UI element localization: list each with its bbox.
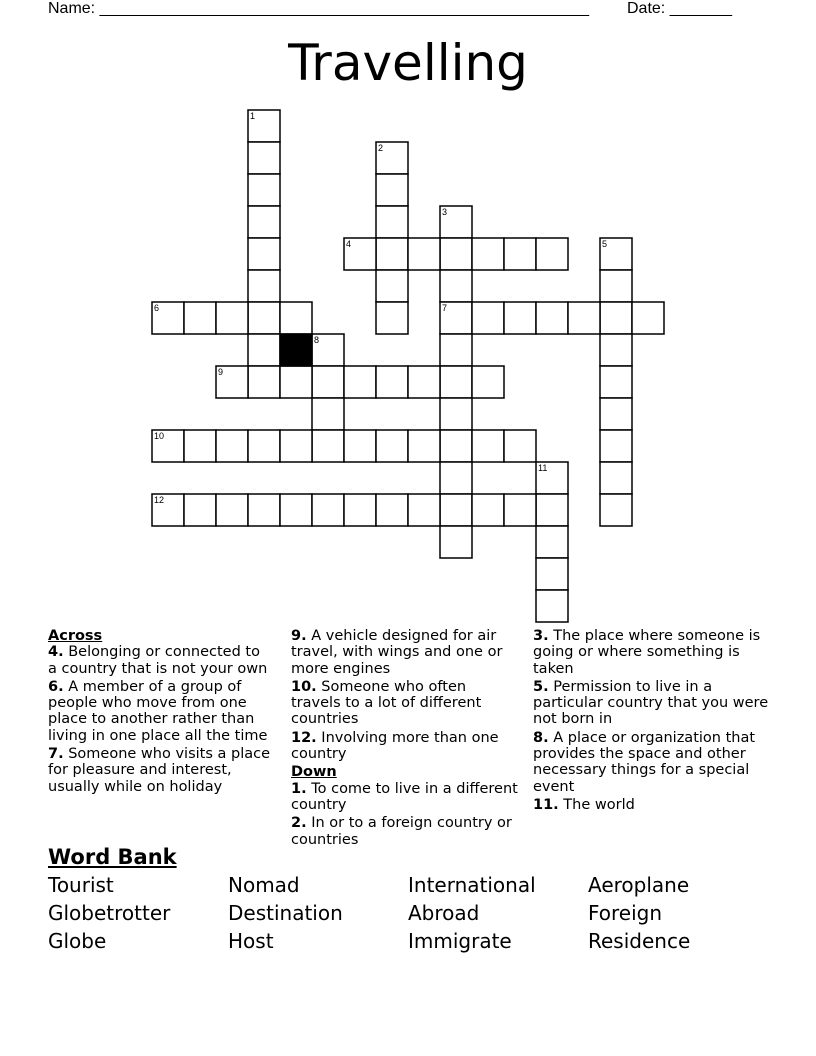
clues-column-3 bbox=[533, 628, 771, 815]
word-bank-item: Tourist bbox=[48, 873, 114, 897]
cell-number: 12 bbox=[154, 495, 165, 505]
grid-cell[interactable] bbox=[440, 334, 472, 366]
clue-down-5 bbox=[533, 679, 771, 728]
grid-cell[interactable] bbox=[248, 174, 280, 206]
grid-cell[interactable] bbox=[376, 174, 408, 206]
page-title: Travelling bbox=[288, 34, 528, 92]
grid-cell[interactable] bbox=[504, 430, 536, 462]
grid-cell[interactable] bbox=[536, 526, 568, 558]
clue-text: In or to a foreign country or countries bbox=[291, 815, 512, 848]
word-bank-item: Destination bbox=[228, 901, 343, 925]
cell-number: 3 bbox=[442, 207, 448, 217]
grid-cell[interactable] bbox=[248, 366, 280, 398]
grid-cell[interactable] bbox=[472, 302, 504, 334]
word-bank-item: Residence bbox=[588, 929, 691, 953]
word-bank-item: International bbox=[408, 873, 536, 897]
grid-cell[interactable] bbox=[472, 494, 504, 526]
grid-cell[interactable] bbox=[440, 270, 472, 302]
cell-number: 4 bbox=[346, 239, 352, 249]
grid-cell[interactable] bbox=[216, 302, 248, 334]
clue-across-6 bbox=[48, 679, 273, 744]
word-bank bbox=[48, 873, 768, 953]
clue-down-3 bbox=[533, 628, 771, 677]
clue-number: 9. bbox=[291, 628, 307, 644]
grid-cell[interactable] bbox=[536, 302, 568, 334]
cell-number: 1 bbox=[250, 111, 256, 121]
grid-cell[interactable] bbox=[536, 494, 568, 526]
grid-cell[interactable] bbox=[248, 334, 280, 366]
clue-text: Permission to live in a particular country that you were not born in bbox=[533, 678, 769, 728]
grid-cell[interactable] bbox=[568, 302, 600, 334]
grid-cell[interactable] bbox=[376, 430, 408, 462]
word-bank-item: Host bbox=[228, 929, 274, 953]
grid-cell[interactable] bbox=[600, 366, 632, 398]
grid-cell[interactable] bbox=[504, 238, 536, 270]
grid-cell[interactable] bbox=[312, 398, 344, 430]
clue-down-11 bbox=[533, 797, 771, 813]
grid-cell[interactable] bbox=[472, 238, 504, 270]
cell-number: 10 bbox=[154, 431, 165, 441]
grid-cell[interactable] bbox=[280, 430, 312, 462]
clue-number: 12. bbox=[291, 729, 317, 746]
clue-number: 8. bbox=[533, 729, 549, 746]
clue-number: 3. bbox=[533, 628, 549, 644]
clue-number: 2. bbox=[291, 815, 307, 832]
grid-cell[interactable] bbox=[248, 206, 280, 238]
grid-cell[interactable] bbox=[248, 142, 280, 174]
clue-text: The world bbox=[563, 796, 635, 813]
grid-cell[interactable] bbox=[184, 494, 216, 526]
grid-cell[interactable] bbox=[248, 270, 280, 302]
clue-text: A vehicle designed for air travel, with wings and one or more engines bbox=[291, 628, 503, 677]
clue-across-9 bbox=[291, 628, 519, 677]
clue-text: Involving more than one country bbox=[291, 729, 499, 763]
grid-cell[interactable] bbox=[376, 206, 408, 238]
grid-cell[interactable] bbox=[504, 494, 536, 526]
grid-cell[interactable] bbox=[632, 302, 664, 334]
grid-cell[interactable] bbox=[184, 302, 216, 334]
grid-cell[interactable] bbox=[600, 334, 632, 366]
grid-cell[interactable] bbox=[440, 238, 472, 270]
grid-cell[interactable] bbox=[344, 494, 376, 526]
grid-cell[interactable] bbox=[376, 270, 408, 302]
grid-cell[interactable] bbox=[600, 430, 632, 462]
clues-column-1 bbox=[48, 628, 273, 797]
cell-number: 11 bbox=[538, 463, 548, 473]
word-bank-item: Immigrate bbox=[408, 929, 512, 953]
across-heading: Across bbox=[48, 628, 103, 644]
grid-cell[interactable] bbox=[376, 366, 408, 398]
grid-cell[interactable] bbox=[376, 494, 408, 526]
clue-number: 5. bbox=[533, 678, 549, 695]
clue-text: Someone who visits a place for pleasure and interest, usually while on holiday bbox=[48, 746, 271, 795]
grid-cell[interactable] bbox=[312, 430, 344, 462]
cell-number: 8 bbox=[314, 335, 320, 345]
grid-cell[interactable] bbox=[408, 238, 440, 270]
word-bank-item: Globetrotter bbox=[48, 901, 171, 925]
grid-cell[interactable] bbox=[376, 302, 408, 334]
word-bank-item: Globe bbox=[48, 929, 107, 953]
cell-number: 2 bbox=[378, 143, 384, 153]
cell-number: 9 bbox=[218, 367, 224, 377]
clue-text: The place where someone is going or where something is taken bbox=[533, 628, 761, 677]
clue-number: 10. bbox=[291, 678, 317, 695]
grid-cell[interactable] bbox=[344, 430, 376, 462]
clue-down-1 bbox=[291, 781, 519, 814]
grid-cell[interactable] bbox=[216, 494, 248, 526]
clue-number: 1. bbox=[291, 780, 307, 797]
grid-cell[interactable] bbox=[408, 494, 440, 526]
grid-cell[interactable] bbox=[440, 494, 472, 526]
clue-text: A place or organization that provides the space and other necessary things for a special event bbox=[533, 729, 756, 795]
clue-number: 4. bbox=[48, 644, 64, 661]
clue-number: 7. bbox=[48, 746, 64, 763]
clue-across-12 bbox=[291, 730, 519, 763]
grid-cell[interactable] bbox=[440, 366, 472, 398]
grid-cell[interactable] bbox=[344, 366, 376, 398]
grid-cell[interactable] bbox=[600, 270, 632, 302]
black-cell bbox=[280, 334, 312, 366]
clue-text: Belonging or connected to a country that is not your own bbox=[48, 644, 268, 677]
grid-cell[interactable] bbox=[184, 430, 216, 462]
clue-across-7 bbox=[48, 746, 273, 795]
clue-down-2 bbox=[291, 815, 519, 848]
clue-text: A member of a group of people who move from one place to another rather than living in one place all the time bbox=[48, 678, 268, 744]
grid-cell[interactable] bbox=[536, 590, 568, 622]
cell-number: 6 bbox=[154, 303, 160, 313]
clue-text: To come to live in a different country bbox=[291, 780, 518, 813]
grid-cell[interactable] bbox=[312, 494, 344, 526]
grid-cell[interactable] bbox=[600, 494, 632, 526]
grid-cell[interactable] bbox=[472, 430, 504, 462]
grid-cell[interactable] bbox=[248, 302, 280, 334]
grid-cell[interactable] bbox=[536, 558, 568, 590]
name-field-label[interactable]: Name: _______________________________________________________ bbox=[48, 0, 589, 17]
grid-cell[interactable] bbox=[600, 398, 632, 430]
date-field-label[interactable]: Date: _______ bbox=[627, 0, 732, 17]
word-bank-item: Nomad bbox=[228, 873, 300, 897]
clue-text: Someone who often travels to a lot of different countries bbox=[291, 678, 482, 728]
grid-cell[interactable] bbox=[536, 238, 568, 270]
word-bank-item: Aeroplane bbox=[588, 873, 690, 897]
grid-cell[interactable] bbox=[280, 494, 312, 526]
grid-cell[interactable] bbox=[504, 302, 536, 334]
clue-number: 11. bbox=[533, 796, 559, 813]
grid-cell[interactable] bbox=[472, 366, 504, 398]
clue-across-4 bbox=[48, 644, 273, 677]
grid-cell[interactable] bbox=[248, 430, 280, 462]
cell-number: 7 bbox=[442, 303, 448, 313]
down-heading: Down bbox=[291, 764, 337, 781]
grid-cell[interactable] bbox=[408, 366, 440, 398]
grid-cell[interactable] bbox=[440, 462, 472, 494]
clue-number: 6. bbox=[48, 678, 64, 695]
clue-across-10 bbox=[291, 679, 519, 728]
grid-cell[interactable] bbox=[408, 430, 440, 462]
word-bank-item: Abroad bbox=[408, 901, 480, 925]
grid-cell[interactable] bbox=[600, 302, 632, 334]
clue-down-8 bbox=[533, 730, 771, 795]
grid-cell[interactable] bbox=[600, 462, 632, 494]
grid-cell[interactable] bbox=[440, 430, 472, 462]
grid-cell[interactable] bbox=[216, 430, 248, 462]
word-bank-item: Foreign bbox=[588, 901, 663, 925]
grid-cell[interactable] bbox=[440, 526, 472, 558]
word-bank-title: Word Bank bbox=[48, 845, 177, 869]
grid-cell[interactable] bbox=[280, 366, 312, 398]
grid-cell[interactable] bbox=[376, 238, 408, 270]
grid-cell[interactable] bbox=[312, 366, 344, 398]
cell-number: 5 bbox=[602, 239, 608, 249]
grid-cell[interactable] bbox=[248, 238, 280, 270]
clues-column-2 bbox=[291, 628, 519, 850]
grid-cell[interactable] bbox=[248, 494, 280, 526]
grid-cell[interactable] bbox=[280, 302, 312, 334]
grid-cell[interactable] bbox=[440, 398, 472, 430]
